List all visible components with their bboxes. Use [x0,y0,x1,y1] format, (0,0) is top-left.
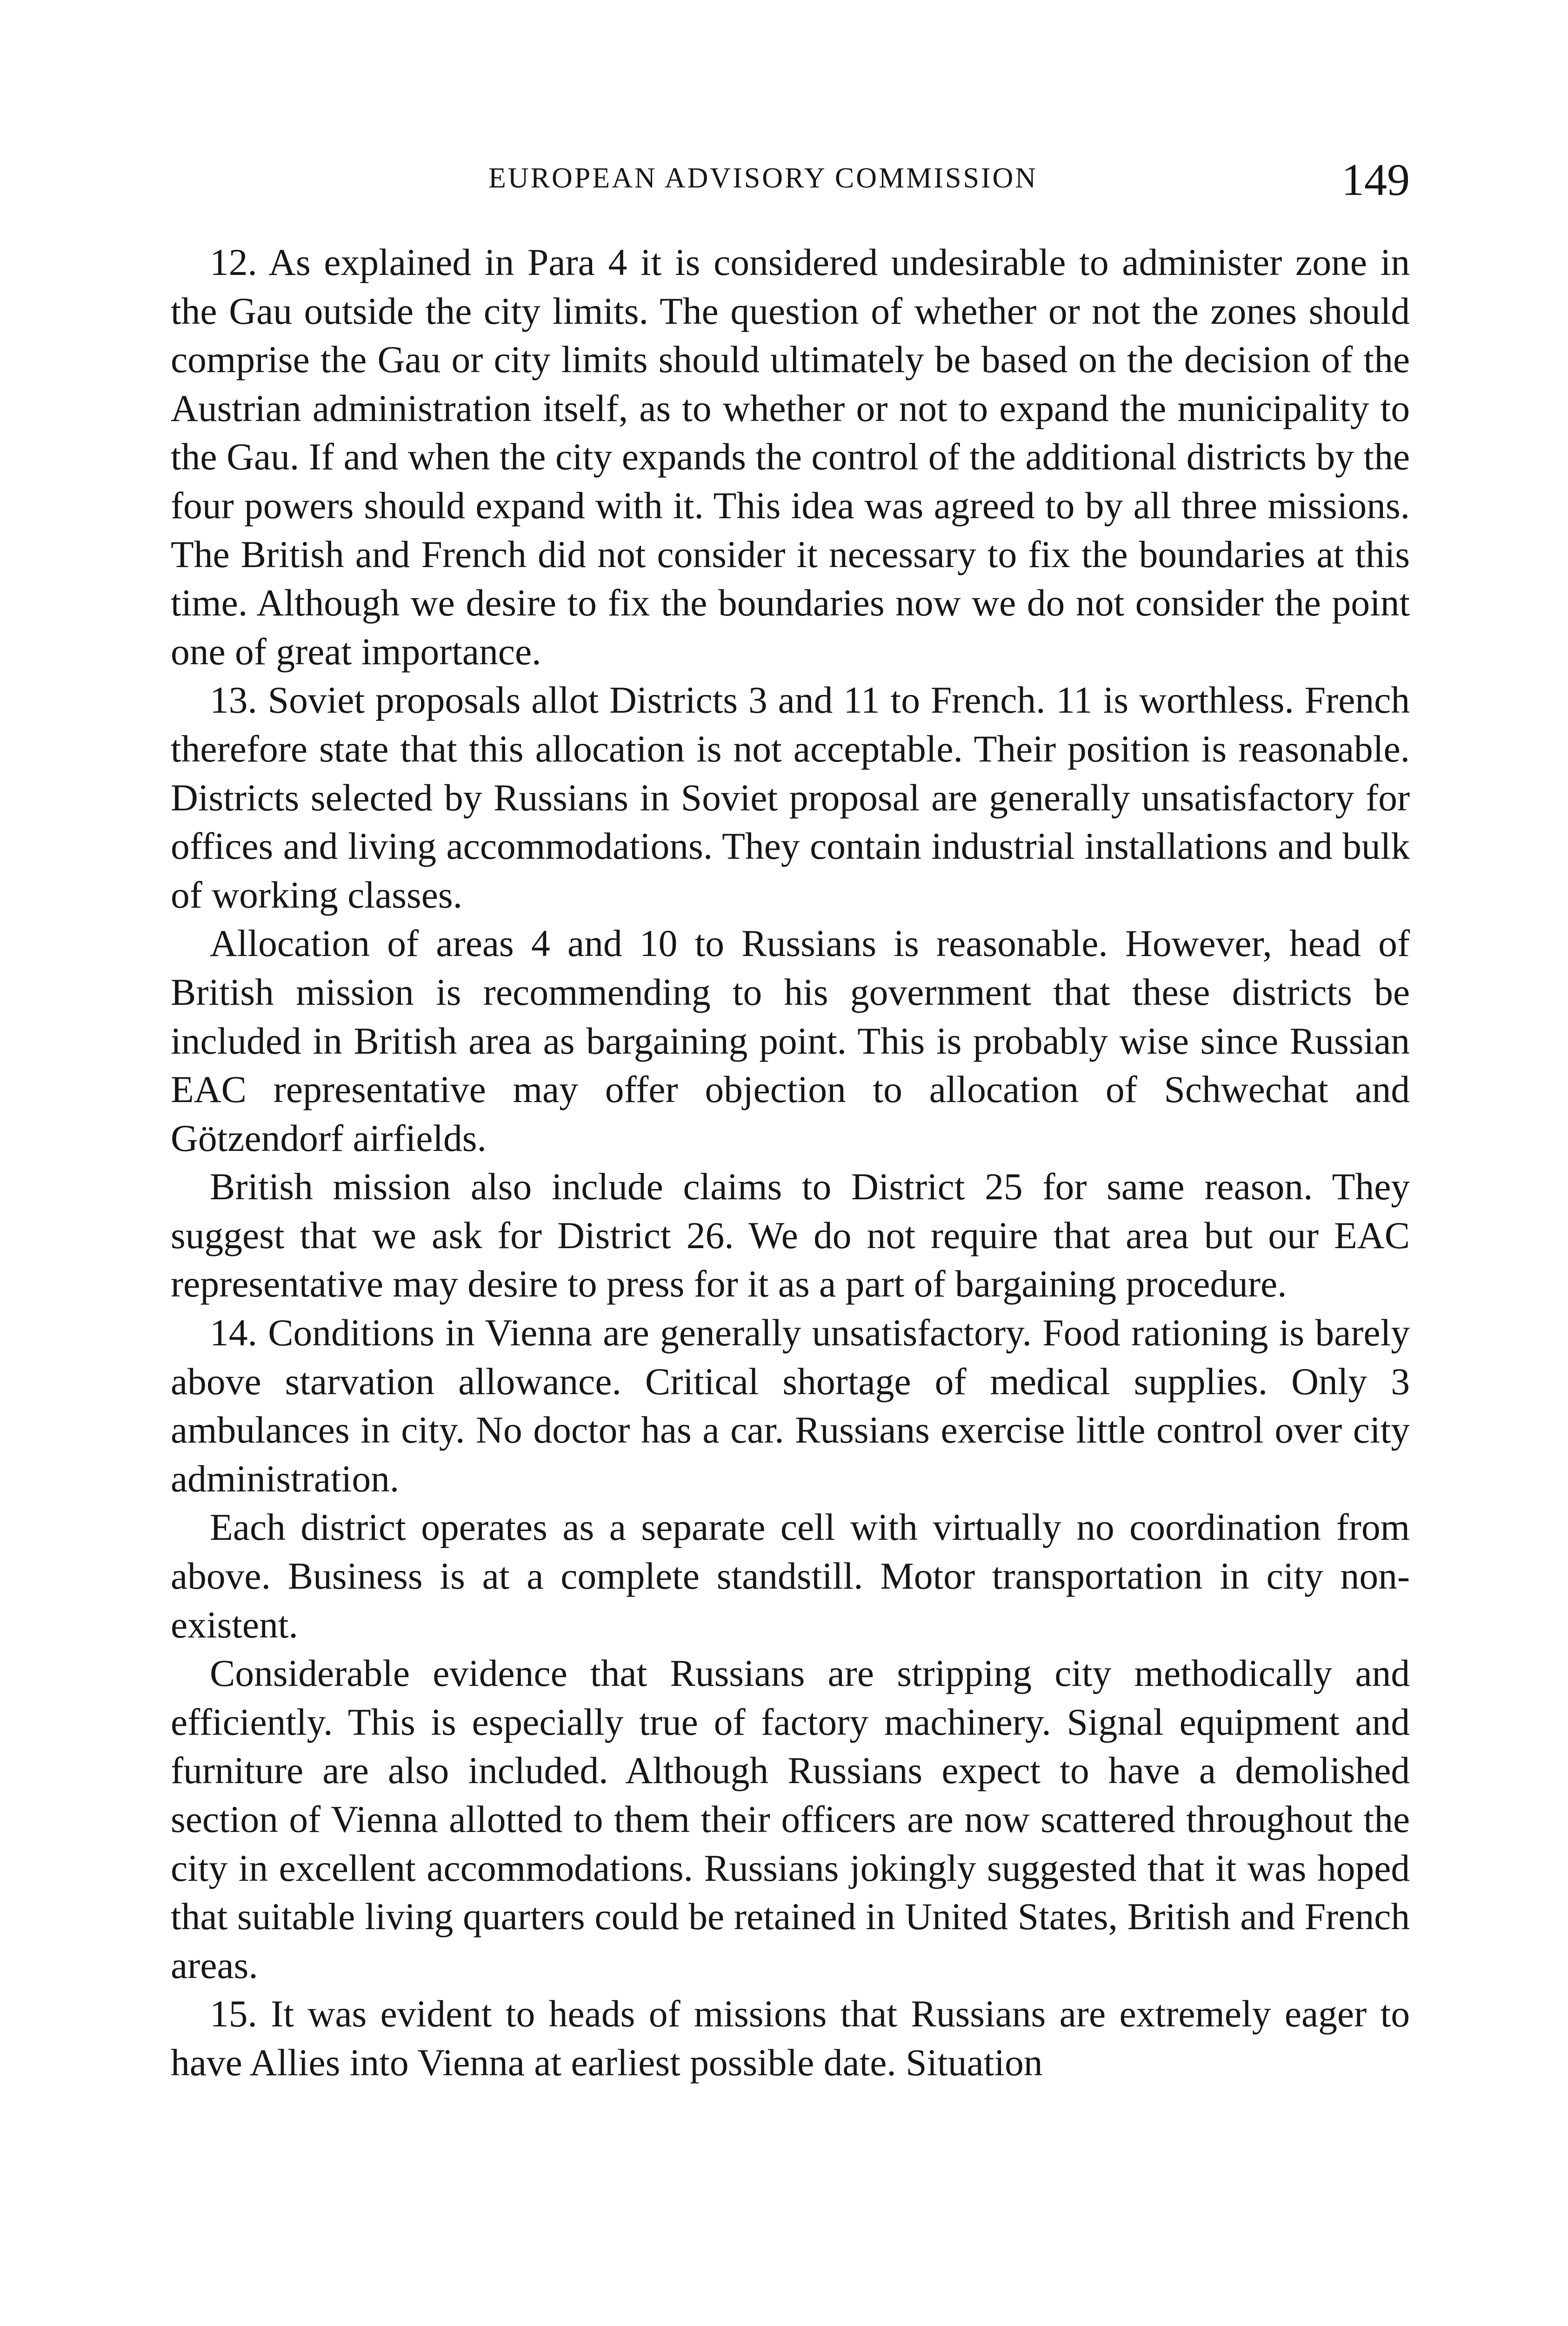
paragraph-district-cells: Each district operates as a separate cell with virtually no coordination from above. Business is at a complete standstill. Motor transportation in city non-existent. [171,1506,1410,1646]
paragraph-allocation: Allocation of areas 4 and 10 to Russians is reasonable. However, head of British mission is recommending to his government that these districts be included in British area as bargaining point. This is probably wise since Russian EAC representative may offer objection to allocation of Schwechat and Götzendorf airfields. [171,922,1410,1159]
paragraph-british-mission: British mission also include claims to District 25 for same reason. They suggest that we ask for District 26. We do not require that area but our EAC representative may desire to press for it as a part of bargaining procedure. [171,1165,1410,1305]
paragraph-15: 15. It was evident to heads of missions that Russians are extremely eager to have Allies into Vienna at earliest possible date. Situation [171,1992,1410,2084]
paragraph-stripping: Considerable evidence that Russians are stripping city methodically and efficiently. This is especially true of factory machinery. Signal equipment and furniture are also included. Although Russians expect to have a demolished section of Vienna allotted to them their officers are now scattered throughout the city in excellent accommodations. Russians jokingly suggested that it was hoped that suitable living quarters could be retained in United States, British and French areas. [171,1652,1410,1986]
body-text [171,238,1410,2087]
paragraph-14: 14. Conditions in Vienna are generally unsatisfactory. Food rationing is barely above starvation allowance. Critical shortage of medical supplies. Only 3 ambulances in city. No doctor has a car. Russians exercise little control over city administration. [171,1311,1410,1500]
page-number: 149 [1341,155,1410,205]
paragraph-13: 13. Soviet proposals allot Districts 3 and 11 to French. 11 is worthless. French therefore state that this allocation is not acceptable. Their position is reasonable. Districts selected by Russians in Soviet proposal are generally unsatisfactory for offices and living accommodations. They contain industrial installations and bulk of working classes. [171,679,1410,916]
paragraph-12: 12. As explained in Para 4 it is considered undesirable to administer zone in the Gau outside the city limits. The question of whether or not the zones should comprise the Gau or city limits should ultimately be based on the decision of the Austrian administration itself, as to whether or not to expand the municipality to the Gau. If and when the city expands the control of the additional districts by the four powers should expand with it. This idea was agreed to by all three missions. The British and French did not consider it necessary to fix the boundaries at this time. Although we desire to fix the boundaries now we do not consider the point one of great importance. [171,241,1410,673]
running-title: EUROPEAN ADVISORY COMMISSION [488,162,1038,194]
